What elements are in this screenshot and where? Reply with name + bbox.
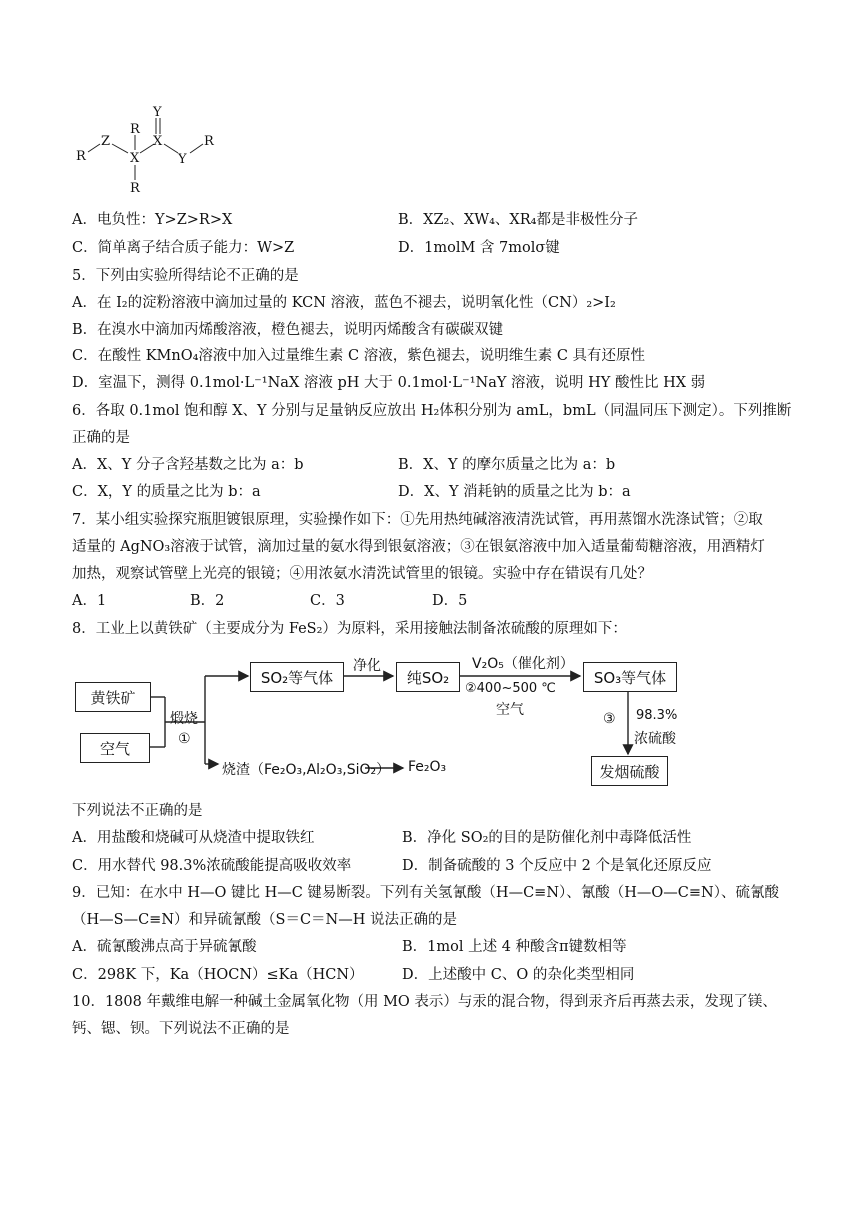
- q8-option-d: D．制备硫酸的 3 个反应中 2 个是氧化还原反应: [402, 858, 712, 874]
- q4-option-c: C．简单离子结合质子能力：W>Z: [72, 240, 295, 256]
- q5-option-a: A．在 I₂的淀粉溶液中滴加过量的 KCN 溶液，蓝色不褪去，说明氧化性（CN）₂>I₂: [72, 295, 616, 311]
- box-so3-gas: SO₃等气体: [583, 662, 677, 692]
- atom-y1: Y: [153, 105, 162, 120]
- q5-option-d: D．室温下，测得 0.1mol·L⁻¹NaX 溶液 pH 大于 0.1mol·L⁻¹NaY 溶液，说明 HY 酸性比 HX 弱: [72, 375, 706, 391]
- q4-option-a: A．电负性：Y>Z>R>X: [72, 212, 233, 228]
- q5-option-b: B．在溴水中滴加丙烯酸溶液，橙色褪去，说明丙烯酸含有碳碳双键: [72, 322, 504, 338]
- label-catalyst: V₂O₅（催化剂）: [472, 656, 574, 672]
- molecule-structure: [70, 100, 230, 195]
- q5-option-c: C．在酸性 KMnO₄溶液中加入过量维生素 C 溶液，紫色褪去，说明维生素 C 具有还原性: [72, 348, 646, 364]
- q9-stem-line2: （H—S—C≡N）和异硫氰酸（S＝C＝N—H 说法正确的是: [72, 912, 457, 928]
- atom-r2: R: [130, 122, 140, 137]
- label-temperature: ②400~500 ℃: [465, 681, 556, 696]
- label-conc-acid: 浓硫酸: [634, 731, 676, 747]
- label-purify: 净化: [353, 658, 381, 674]
- q8-stem-2: 下列说法不正确的是: [72, 803, 203, 819]
- q8-option-c: C．用水替代 98.3%浓硫酸能提高吸收效率: [72, 858, 352, 874]
- q4-option-d: D．1molM 含 7molσ键: [398, 240, 560, 256]
- q8-stem: 8．工业上以黄铁矿（主要成分为 FeS₂）为原料，采用接触法制备浓硫酸的原理如下：: [72, 621, 627, 637]
- q9-option-a: A．硫氰酸沸点高于异硫氰酸: [72, 939, 257, 955]
- atom-r4: R: [204, 134, 214, 149]
- q9-option-b: B．1mol 上述 4 种酸含π键数相等: [402, 939, 627, 955]
- q5-stem: 5．下列由实验所得结论不正确的是: [72, 268, 299, 284]
- atom-r3: R: [130, 181, 140, 195]
- label-roast-step: ①: [178, 731, 191, 747]
- q7-option-c: C．3: [310, 593, 345, 609]
- label-iron-oxide: Fe₂O₃: [408, 759, 447, 775]
- q7-stem-line3: 加热，观察试管壁上光亮的银镜；④用浓氨水清洗试管里的银镜。实验中存在错误有几处？: [72, 566, 652, 582]
- q6-option-a: A．X、Y 分子含羟基数之比为 a：b: [72, 457, 304, 473]
- label-acid-concentration: 98.3%: [636, 708, 678, 723]
- q6-option-c: C．X，Y 的质量之比为 b：a: [72, 484, 261, 500]
- label-roast: 煅烧: [170, 711, 198, 727]
- atom-x1: X: [130, 151, 140, 166]
- atom-z: Z: [101, 134, 111, 149]
- box-so2-gas: SO₂等气体: [250, 662, 344, 692]
- q7-stem-line2: 适量的 AgNO₃溶液于试管，滴加过量的氨水得到银氨溶液；③在银氨溶液中加入适量葡萄糖溶液，用酒精灯: [72, 539, 765, 555]
- box-pyrite: 黄铁矿: [75, 682, 151, 712]
- box-pure-so2: 纯SO₂: [396, 662, 460, 692]
- q7-option-b: B．2: [190, 593, 225, 609]
- q9-option-c: C．298K 下，Ka（HOCN）≤Ka（HCN）: [72, 967, 364, 983]
- q8-option-a: A．用盐酸和烧碱可从烧渣中提取铁红: [72, 830, 315, 846]
- q6-stem-line1: 6．各取 0.1mol 饱和醇 X、Y 分别与足量钠反应放出 H₂体积分别为 amL，bmL（同温同压下测定）。下列推断: [72, 403, 792, 419]
- label-slag: 烧渣（Fe₂O₃,Al₂O₃,SiO₂）: [222, 762, 391, 778]
- q6-option-d: D．X、Y 消耗钠的质量之比为 b：a: [398, 484, 631, 500]
- q6-stem-line2: 正确的是: [72, 430, 130, 446]
- q10-stem-line1: 10．1808 年戴维电解一种碱土金属氧化物（用 MO 表示）与汞的混合物，得到汞齐后再蒸去汞，发现了镁、: [72, 994, 777, 1010]
- q4-option-b: B．XZ₂、XW₄、XR₄都是非极性分子: [398, 212, 638, 228]
- q9-option-d: D．上述酸中 C、O 的杂化类型相同: [402, 967, 635, 983]
- q7-option-d: D．5: [432, 593, 468, 609]
- atom-y2: Y: [178, 152, 187, 167]
- q8-option-b: B．净化 SO₂的目的是防催化剂中毒降低活性: [402, 830, 692, 846]
- label-air-2: 空气: [496, 702, 524, 718]
- q9-stem-line1: 9．已知：在水中 H—O 键比 H—C 键易断裂。下列有关氢氰酸（H—C≡N）、氰酸（H—O—C≡N）、硫氰酸: [72, 885, 779, 901]
- atom-r1: R: [76, 149, 86, 164]
- q7-option-a: A．1: [72, 593, 107, 609]
- q10-stem-line2: 钙、锶、钡。下列说法不正确的是: [72, 1021, 290, 1037]
- box-air: 空气: [80, 733, 150, 763]
- q7-stem-line1: 7．某小组实验探究瓶胆镀银原理，实验操作如下：①先用热纯碱溶液清洗试管，再用蒸馏水洗涤试管；②取: [72, 512, 763, 528]
- q6-option-b: B．X、Y 的摩尔质量之比为 a：b: [398, 457, 616, 473]
- atom-x2: X: [153, 134, 163, 149]
- box-oleum: 发烟硫酸: [591, 756, 668, 786]
- label-step-3: ③: [603, 711, 616, 727]
